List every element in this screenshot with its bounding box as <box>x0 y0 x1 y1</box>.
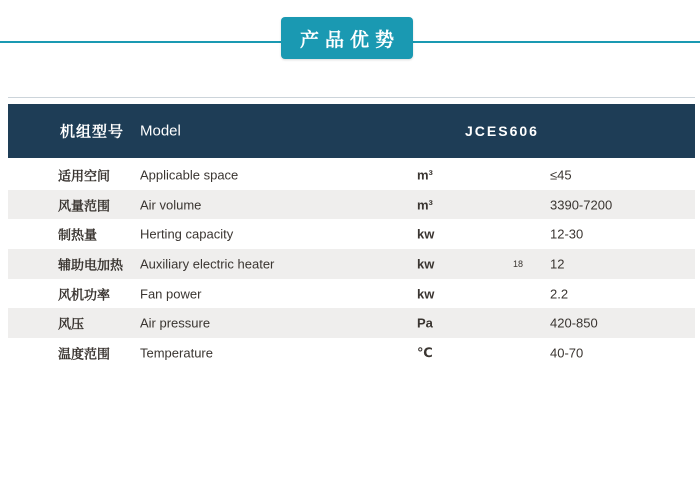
table-row <box>8 338 695 368</box>
row-unit: kw <box>417 226 435 242</box>
header-label-en: Model <box>140 122 181 140</box>
row-value: 12 <box>550 256 565 272</box>
row-unit: Pa <box>417 315 433 331</box>
row-label-cn: 制热量 <box>58 227 98 243</box>
table-header-row <box>8 104 695 158</box>
table-row <box>8 160 695 190</box>
table-row <box>8 279 695 309</box>
row-label-cn: 风机功率 <box>58 287 111 303</box>
row-label-cn: 适用空间 <box>58 168 111 184</box>
row-label-en: Fan power <box>140 286 202 302</box>
row-unit: kw <box>417 256 435 272</box>
row-label-cn: 温度范围 <box>58 346 111 362</box>
row-value: 420-850 <box>550 315 598 331</box>
row-label-cn: 风量范围 <box>58 198 111 214</box>
row-value: 40-70 <box>550 345 584 361</box>
row-value: 2.2 <box>550 286 569 302</box>
row-label-cn: 风压 <box>58 316 85 332</box>
row-label-en: Herting capacity <box>140 226 234 242</box>
header-model-value: JCES606 <box>465 123 539 139</box>
row-label-en: Air volume <box>140 197 202 213</box>
section-title: 产品优势 <box>299 29 400 51</box>
row-unit: m³ <box>417 167 433 183</box>
row-value: 12-30 <box>550 226 584 242</box>
row-label-en: Air pressure <box>140 315 211 331</box>
header-label-cn: 机组型号 <box>60 123 125 141</box>
row-unit: ℃ <box>417 344 433 360</box>
row-unit: m³ <box>417 197 433 213</box>
section-title-badge <box>281 17 413 59</box>
table-row <box>8 308 695 338</box>
table-row <box>8 249 695 279</box>
row-label-en: Auxiliary electric heater <box>140 256 275 272</box>
row-note: 18 <box>513 258 524 269</box>
row-label-en: Applicable space <box>140 167 239 183</box>
row-value: ≤45 <box>550 167 572 183</box>
table-row <box>8 219 695 249</box>
table-row <box>8 190 695 220</box>
row-label-en: Temperature <box>140 345 213 361</box>
row-label-cn: 辅助电加热 <box>58 257 124 273</box>
spec-table <box>8 97 695 368</box>
table-body <box>8 160 695 368</box>
table-top-border <box>8 97 695 98</box>
row-unit: kw <box>417 286 435 302</box>
row-value: 3390-7200 <box>550 197 613 213</box>
